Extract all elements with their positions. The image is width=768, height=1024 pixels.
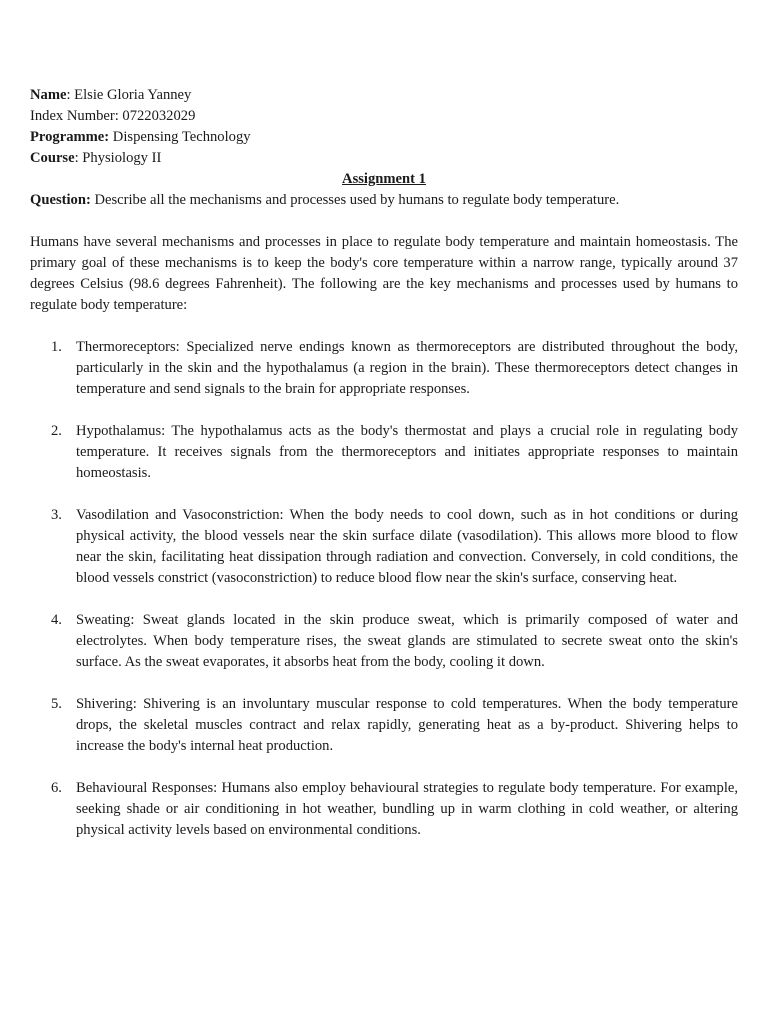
name-label: Name (30, 87, 67, 103)
list-item-number: 5. (51, 696, 62, 712)
list-item-number: 3. (51, 507, 62, 523)
intro-paragraph: Humans have several mechanisms and processes in place to regulate body temperature and maintain homeostasis. The primary goal of these mechanisms is to keep the body's core temperature within a narrow range, typically around 37 degrees Celsius (98.6 degrees Fahrenheit). The following are the key mechanisms and processes used by humans to regulate body temperature: (30, 234, 738, 313)
course-line (30, 148, 738, 169)
list-item-text: Shivering: Shivering is an involuntary muscular response to cold temperatures. When the body temperature drops, the skeletal muscles contract and relax rapidly, generating heat as a by-product. Shivering helps to increase the body's internal heat production. (76, 696, 738, 754)
list-item-number: 6. (51, 780, 62, 796)
question-line (30, 190, 738, 211)
programme-value: Dispensing Technology (109, 129, 251, 145)
list-item (30, 694, 738, 757)
mechanisms-list (30, 337, 738, 841)
list-item-number: 2. (51, 423, 62, 439)
index-number-line: Index Number: 0722032029 (30, 108, 196, 124)
name-line (30, 85, 738, 106)
question-text: Describe all the mechanisms and processes used by humans to regulate body temperature. (90, 192, 620, 208)
list-item-number: 1. (51, 339, 62, 355)
list-item-text: Behavioural Responses: Humans also employ behavioural strategies to regulate body temperature. For example, seeking shade or air conditioning in hot weather, bundling up in warm clothing in cold weather, or altering physical activity levels based on environmental conditions. (76, 780, 738, 838)
name-value: : Elsie Gloria Yanney (66, 87, 192, 103)
assignment-title: Assignment 1 (342, 171, 426, 187)
list-item-text: Hypothalamus: The hypothalamus acts as the body's thermostat and plays a crucial role in regulating body temperature. It receives signals from the thermoreceptors and initiates appropriate responses to maintain homeostasis. (76, 423, 738, 481)
list-item-text: Vasodilation and Vasoconstriction: When the body needs to cool down, such as in hot conditions or during physical activity, the blood vessels near the skin surface dilate (vasodilation). This allows more blood to flow near the skin, facilitating heat dissipation through radiation and convection. Conversely, in cold conditions, the blood vessels constrict (vasoconstriction) to reduce blood flow near the skin's surface, conserving heat. (76, 507, 738, 586)
list-item-number: 4. (51, 612, 62, 628)
question-label: Question: (30, 192, 91, 208)
course-label: Course (30, 150, 75, 166)
list-item (30, 421, 738, 484)
list-item-text: Thermoreceptors: Specialized nerve endings known as thermoreceptors are distributed throughout the body, particularly in the skin and the hypothalamus (a region in the brain). These thermoreceptors detect changes in temperature and send signals to the brain for appropriate responses. (76, 339, 738, 397)
course-value: : Physiology II (74, 150, 162, 166)
list-item (30, 778, 738, 841)
list-item (30, 505, 738, 589)
list-item (30, 337, 738, 400)
list-item-text: Sweating: Sweat glands located in the skin produce sweat, which is primarily composed of water and electrolytes. When body temperature rises, the sweat glands are stimulated to secrete sweat onto the skin's surface. As the sweat evaporates, it absorbs heat from the body, cooling it down. (76, 612, 738, 670)
list-item (30, 610, 738, 673)
programme-line (30, 127, 738, 148)
programme-label: Programme: (30, 129, 110, 145)
